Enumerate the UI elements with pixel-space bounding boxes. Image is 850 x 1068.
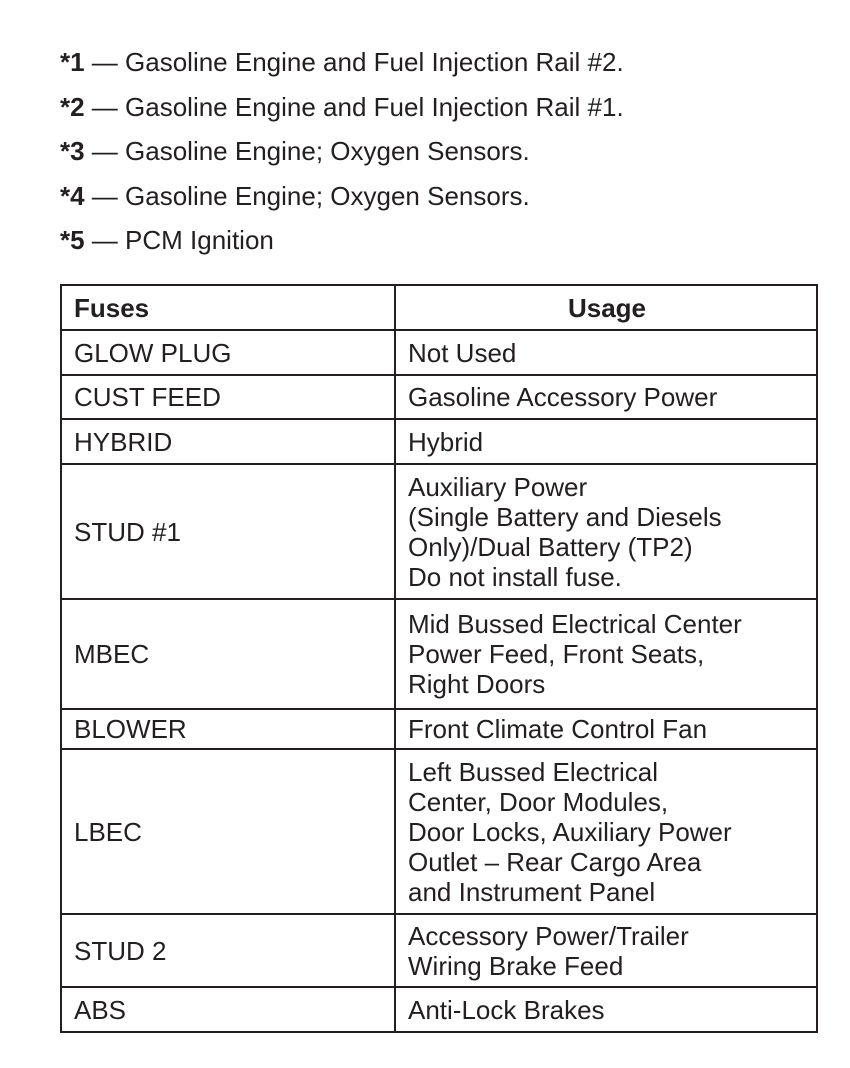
- usage-line: Only)/Dual Battery (TP2): [408, 531, 693, 562]
- table-row: [61, 987, 817, 1032]
- usage-line: Power Feed, Front Seats,: [408, 639, 705, 669]
- usage-line: Front Climate Control Fan: [408, 714, 708, 744]
- footnote-mark: *3: [60, 136, 85, 167]
- fuse-usage: [395, 375, 817, 419]
- usage-line: Center, Door Modules,: [408, 786, 669, 817]
- footnote: [60, 131, 624, 176]
- fuse-name: MBEC: [61, 599, 395, 709]
- usage-line: Wiring Brake Feed: [408, 950, 624, 981]
- usage-line: Auxiliary Power: [408, 471, 588, 502]
- usage-line: Outlet – Rear Cargo Area: [408, 846, 702, 877]
- table-row: [61, 749, 817, 914]
- usage-line: Accessory Power/Trailer: [408, 920, 689, 951]
- table-row: [61, 419, 817, 464]
- usage-line: Hybrid: [408, 426, 484, 457]
- table-header-row: [61, 285, 817, 330]
- usage-line: Door Locks, Auxiliary Power: [408, 816, 732, 847]
- usage-line: Mid Bussed Electrical Center: [408, 609, 742, 639]
- footnote-mark: *1: [60, 47, 85, 77]
- fuse-name: HYBRID: [61, 419, 395, 464]
- footnote: [60, 87, 624, 132]
- fuse-usage: [395, 914, 817, 987]
- fuse-name: ABS: [61, 987, 395, 1032]
- header-fuses: Fuses: [61, 285, 395, 330]
- fuse-name: GLOW PLUG: [61, 330, 395, 375]
- table-row: [61, 599, 817, 709]
- fuse-usage: [395, 987, 817, 1032]
- usage-line: Anti-Lock Brakes: [408, 994, 605, 1025]
- footnote-mark: *2: [60, 91, 85, 122]
- usage-line: Left Bussed Electrical: [408, 756, 659, 787]
- footnote-text: — Gasoline Engine; Oxygen Sensors.: [84, 136, 530, 167]
- fuse-name: STUD #1: [61, 464, 395, 599]
- table-row: [61, 330, 817, 375]
- fuse-name: STUD 2: [61, 914, 395, 987]
- fuse-table: [60, 284, 818, 1033]
- fuse-name: LBEC: [61, 749, 395, 914]
- usage-line: Not Used: [408, 337, 517, 368]
- footnote: [60, 220, 624, 265]
- table-row: [61, 464, 817, 599]
- footnote: [60, 176, 624, 221]
- footnote-text: — Gasoline Engine and Fuel Injection Rail #1.: [84, 91, 624, 122]
- header-usage: Usage: [395, 285, 817, 330]
- fuse-usage: [395, 330, 817, 375]
- footnote: [60, 42, 624, 87]
- footnote-text: — Gasoline Engine; Oxygen Sensors.: [84, 180, 530, 211]
- fuse-usage: [395, 749, 817, 914]
- fuse-usage: [395, 599, 817, 709]
- fuse-usage: [395, 464, 817, 599]
- usage-line: Do not install fuse.: [408, 561, 622, 592]
- footnote-text: — PCM Ignition: [84, 225, 274, 256]
- usage-line: Right Doors: [408, 669, 546, 699]
- footnotes: [60, 42, 624, 265]
- usage-line: (Single Battery and Diesels: [408, 501, 722, 532]
- table-row: [61, 914, 817, 987]
- footnote-mark: *5: [60, 225, 85, 256]
- fuse-name: CUST FEED: [61, 375, 395, 419]
- fuse-name: BLOWER: [61, 709, 395, 749]
- fuse-usage: [395, 419, 817, 464]
- footnote-text: — Gasoline Engine and Fuel Injection Rail #2.: [84, 47, 624, 77]
- footnote-mark: *4: [60, 180, 85, 211]
- fuse-usage: [395, 709, 817, 749]
- table-row: [61, 375, 817, 419]
- table-row: [61, 709, 817, 749]
- usage-line: Gasoline Accessory Power: [408, 382, 718, 412]
- usage-line: and Instrument Panel: [408, 876, 656, 907]
